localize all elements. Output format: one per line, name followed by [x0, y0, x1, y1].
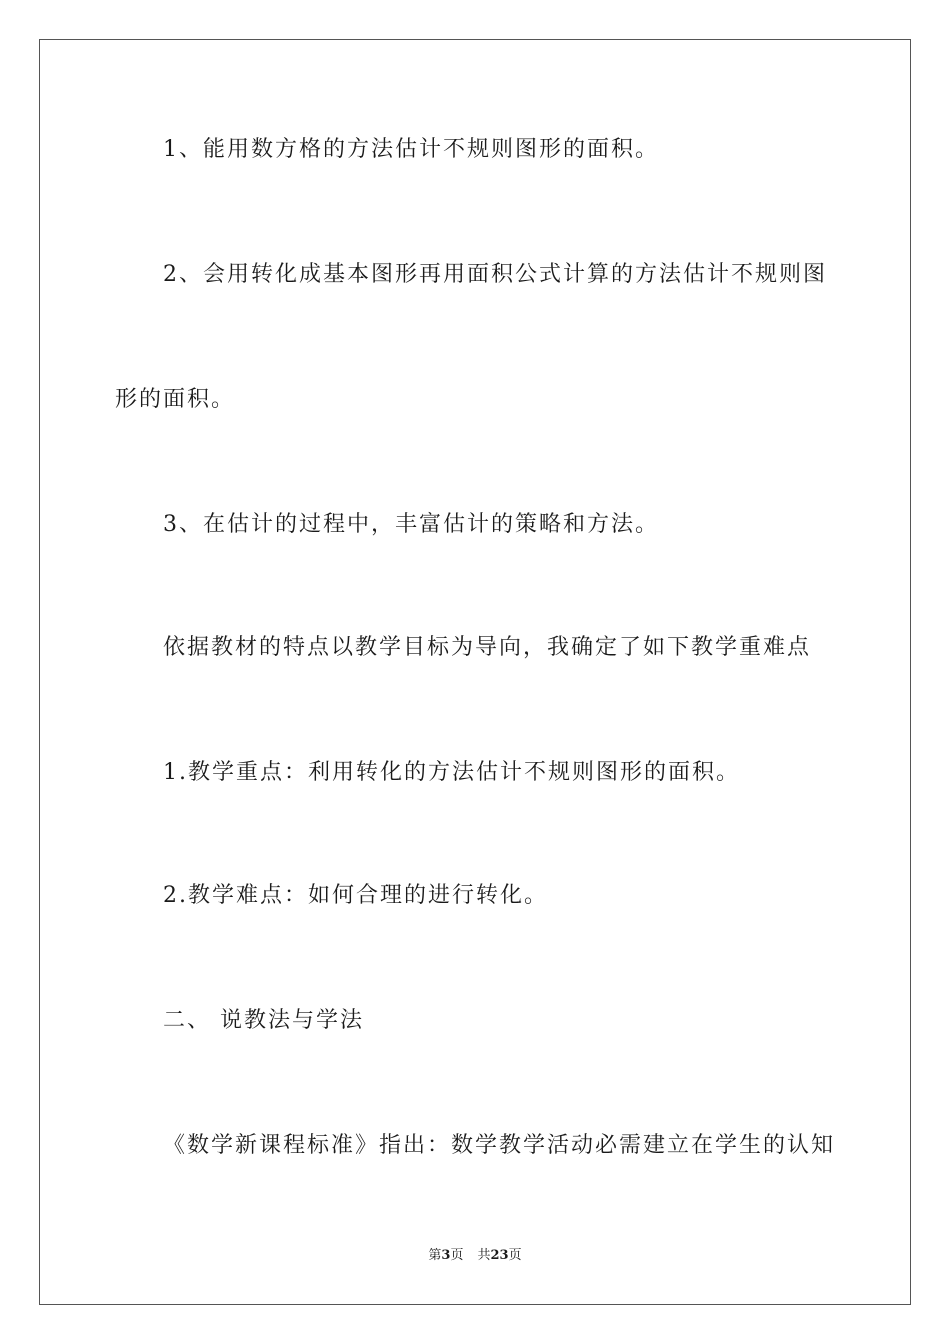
- footer-page-suffix: 页: [450, 1248, 464, 1263]
- text-line-standard-quote: 《数学新课程标准》指出：数学教学活动必需建立在学生的认知: [163, 1133, 836, 1158]
- text-line-objective-2: 2、会用转化成基本图形再用面积公式计算的方法估计不规则图: [163, 262, 827, 287]
- text-line-intro-key-points: 依据教材的特点以教学目标为导向，我确定了如下教学重难点: [163, 635, 812, 660]
- footer-total-suffix: 页: [508, 1248, 522, 1263]
- text-line-objective-2-cont: 形的面积。: [115, 387, 236, 412]
- page-footer: [0, 1247, 950, 1265]
- footer-total-pages: 23: [490, 1248, 509, 1263]
- footer-total-prefix: 共: [477, 1248, 491, 1263]
- text-line-difficulty: 2.教学难点：如何合理的进行转化。: [163, 883, 548, 908]
- footer-prefix: 第: [428, 1248, 442, 1263]
- text-line-key-point: 1.教学重点：利用转化的方法估计不规则图形的面积。: [163, 760, 740, 785]
- section-heading-methods: 二、 说教法与学法: [163, 1008, 364, 1033]
- footer-page-number: 3: [441, 1248, 451, 1263]
- text-line-objective-3: 3、在估计的过程中，丰富估计的策略和方法。: [163, 512, 659, 537]
- page-border: [39, 39, 911, 1305]
- text-line-objective-1: 1、能用数方格的方法估计不规则图形的面积。: [163, 137, 659, 162]
